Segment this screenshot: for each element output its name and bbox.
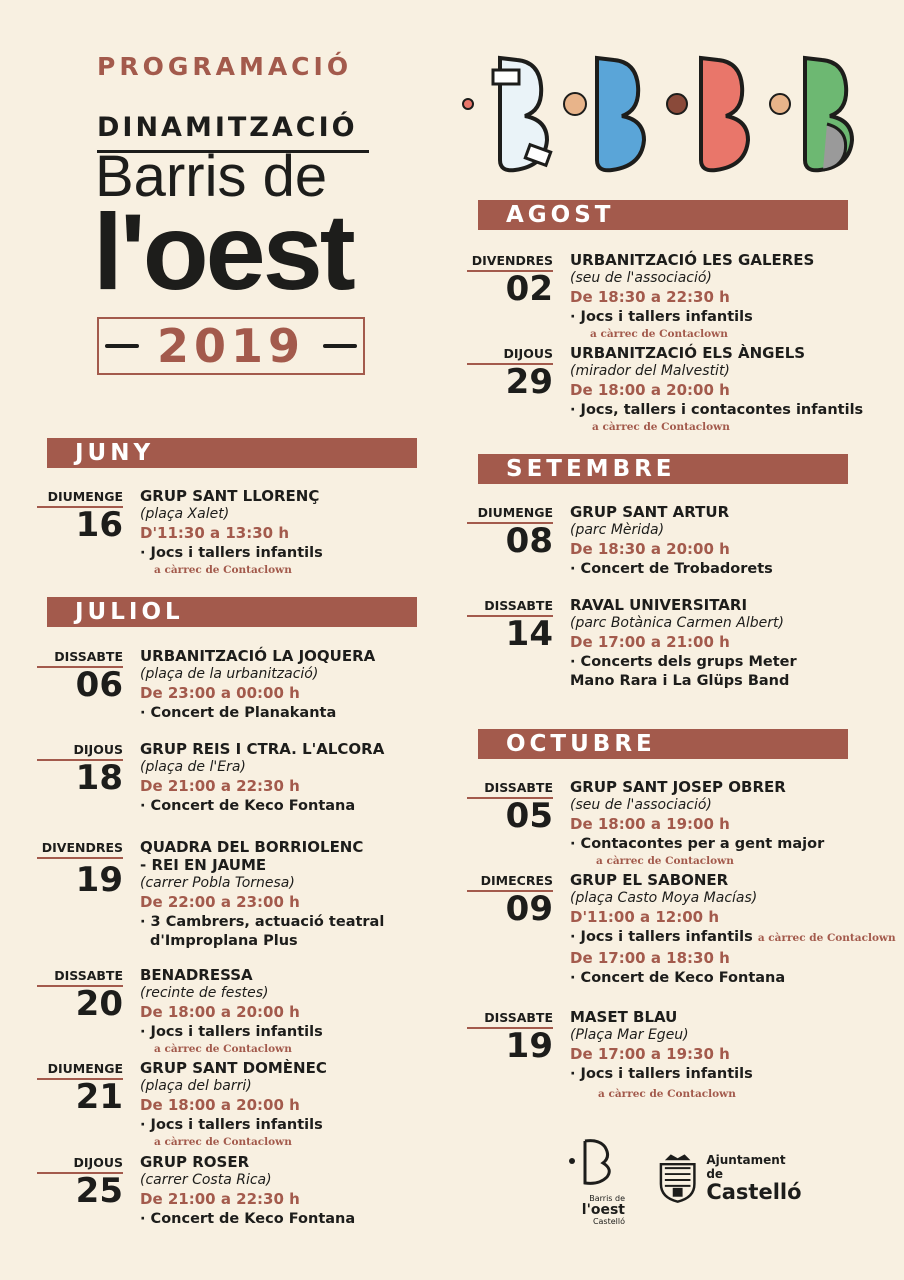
event-date: 05 [505,796,553,836]
programacio-kicker: PROGRAMACIÓ [97,52,353,81]
event-weekday: DISSABTE [54,649,123,664]
event-title: GRUP SANT ARTUR [570,503,730,521]
event-date: 19 [505,1026,553,1066]
event-activity: · Jocs, tallers i contacontes infantils [570,402,864,418]
month-bar-juny: JUNY [47,438,417,468]
event-date: 02 [505,269,553,309]
event-activity: · Concert de Keco Fontana [140,1211,356,1227]
event-title: QUADRA DEL BORRIOLENC [140,838,364,856]
event-weekday: DIUMENGE [477,505,553,520]
logo-line1: Barris de [589,1194,625,1203]
event-title-line2: - REI EN JAUME [140,856,267,874]
dinamitzacio-heading: DINAMITZACIÓ [97,112,358,143]
letter-b-white [493,58,551,170]
event-hours: De 17:00 a 21:00 h [570,633,730,651]
dot-ornament [463,99,473,109]
event-title: URBANITZACIÓ ELS ÀNGELS [570,344,806,362]
event-credit: a càrrec de Contaclown [154,1043,292,1055]
event-activity [570,928,900,948]
event-date: 09 [505,889,553,929]
event-credit: a càrrec de Contaclown [596,855,734,867]
event-title: GRUP EL SABONER [570,871,729,889]
letter-b-blue [564,58,644,170]
month-bar-setembre: SETEMBRE [478,454,848,484]
year-box [97,317,365,375]
event-activity: · Jocs i tallers infantils [140,1024,323,1040]
month-bar-juliol: JULIOL [47,597,417,627]
event-date: 19 [75,860,123,900]
event-weekday: DIVENDRES [471,253,553,268]
event-hours: De 23:00 a 00:00 h [140,684,300,702]
event-place: (recinte de festes) [140,985,269,1001]
event-place: (seu de l'associació) [570,270,712,286]
event-place: (plaça de l'Era) [140,759,246,775]
event-hours: De 18:00 a 19:00 h [570,815,730,833]
event-title: GRUP SANT LLORENÇ [140,487,320,505]
event-activity: · Concert de Keco Fontana [140,798,356,814]
event-weekday: DISSABTE [54,968,123,983]
event-date: 21 [75,1077,123,1117]
event-weekday: DIJOUS [73,742,123,757]
event-activity: · 3 Cambrers, actuació teatral [140,914,385,930]
event-place: (plaça Casto Moya Macías) [570,890,758,906]
event-hours: D'11:30 a 13:30 h [140,524,290,542]
event-activity-second: · Concert de Keco Fontana [570,970,786,986]
b-logo-icon [567,1135,627,1190]
event-hours: De 18:00 a 20:00 h [140,1096,300,1114]
barris-oest-logo [567,1135,627,1230]
event-hours-second: De 17:00 a 18:30 h [570,949,730,967]
event-activity-text: · Jocs i tallers infantils [570,929,753,945]
event-weekday: DIJOUS [73,1155,123,1170]
title-loest: l'oest [93,191,353,312]
event-place: (plaça de la urbanització) [140,666,319,682]
event-activity: · Jocs i tallers infantils [140,1117,323,1133]
event-place: (parc Mèrida) [570,522,665,538]
title-barris-de: Barris de [95,144,328,209]
event-title: RAVAL UNIVERSITARI [570,596,748,614]
month-bar-octubre: OCTUBRE [478,729,848,759]
event-hours: De 21:00 a 22:30 h [140,1190,300,1208]
event-credit: a càrrec de Contaclown [598,1088,736,1100]
event-activity: · Concerts dels grups Meter [570,654,797,670]
event-weekday: DIJOUS [503,346,553,361]
event-activity: · Jocs i tallers infantils [140,545,323,561]
letter-b-green [770,58,852,170]
event-date: 14 [505,614,553,654]
event-hours: De 18:00 a 20:00 h [140,1003,300,1021]
event-title: GRUP ROSER [140,1153,250,1171]
event-weekday: DIVENDRES [41,840,123,855]
event-credit: a càrrec de Contaclown [592,421,730,433]
event-weekday: DISSABTE [484,1010,553,1025]
event-activity: · Concert de Planakanta [140,705,337,721]
event-hours: De 18:30 a 20:00 h [570,540,730,558]
event-place: (plaça Xalet) [140,506,230,522]
year-label: 2019 [156,319,306,373]
letter-b-salmon [667,58,748,170]
event-weekday: DISSABTE [484,780,553,795]
event-activity: · Contacontes per a gent major [570,836,825,852]
event-title: URBANITZACIÓ LA JOQUERA [140,647,376,665]
event-date: 25 [75,1171,123,1211]
event-place: (Plaça Mar Egeu) [570,1027,689,1043]
event-hours: De 18:30 a 22:30 h [570,288,730,306]
event-place: (seu de l'associació) [570,797,712,813]
event-weekday: DIMECRES [480,873,553,888]
event-place: (carrer Costa Rica) [140,1172,272,1188]
year-left-ornament [105,344,139,348]
event-place: (mirador del Malvestit) [570,363,730,379]
event-hours: De 22:00 a 23:00 h [140,893,300,911]
event-title: URBANITZACIÓ LES GALERES [570,251,815,269]
event-activity: · Jocs i tallers infantils [570,309,753,325]
weekday-rule [37,857,123,859]
year-right-ornament [323,344,357,348]
event-place: (carrer Pobla Tornesa) [140,875,295,891]
event-title: GRUP SANT JOSEP OBRER [570,778,786,796]
event-credit: a càrrec de Contaclown [154,1136,292,1148]
event-place: (plaça del barri) [140,1078,252,1094]
event-weekday: DIUMENGE [47,1061,123,1076]
event-date: 08 [505,521,553,561]
event-title: MASET BLAU [570,1008,678,1026]
event-activity: · Concert de Trobadorets [570,561,773,577]
coat-of-arms-icon [655,1152,700,1204]
event-hours: De 18:00 a 20:00 h [570,381,730,399]
event-date: 20 [75,984,123,1024]
event-hours: De 21:00 a 22:30 h [140,777,300,795]
event-credit: a càrrec de Contaclown [757,932,896,944]
event-title: BENADRESSA [140,966,253,984]
council-line2: Castelló [706,1180,802,1204]
council-line1: Ajuntament de [706,1153,786,1181]
event-place: (parc Botànica Carmen Albert) [570,615,784,631]
event-title: GRUP SANT DOMÈNEC [140,1059,327,1077]
event-activity: · Jocs i tallers infantils [570,1066,753,1082]
event-date: 06 [75,665,123,705]
event-activity-line2: d'Improplana Plus [150,933,298,949]
event-date: 29 [505,362,553,402]
event-date: 18 [75,758,123,798]
event-weekday: DIUMENGE [47,489,123,504]
event-hours: De 17:00 a 19:30 h [570,1045,730,1063]
bbbb-illustration [455,40,875,180]
logo-line2: l'oest [581,1202,625,1218]
event-credit: a càrrec de Contaclown [590,328,728,340]
logo-line3: Castelló [592,1217,625,1226]
event-weekday: DISSABTE [484,598,553,613]
event-date: 16 [75,505,123,545]
event-hours: D'11:00 a 12:00 h [570,908,720,926]
ajuntament-logo [655,1152,805,1204]
event-activity-line2: Mano Rara i La Glüps Band [570,673,790,689]
month-bar-agost: AGOST [478,200,848,230]
event-title: GRUP REIS I CTRA. L'ALCORA [140,740,385,758]
event-credit: a càrrec de Contaclown [154,564,292,576]
